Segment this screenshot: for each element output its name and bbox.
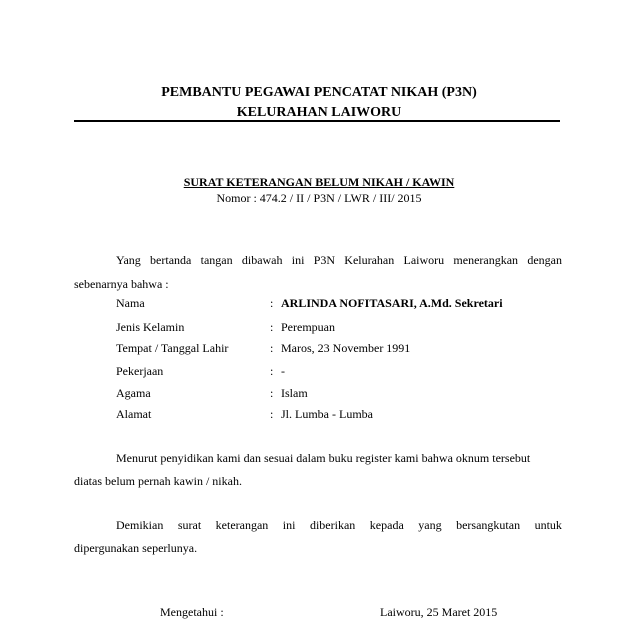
field-value: - <box>281 364 285 378</box>
intro-line-2: sebenarnya bahwa : <box>74 277 169 291</box>
closing-line-2: dipergunakan seperlunya. <box>74 541 198 555</box>
intro-word: ini <box>291 253 305 267</box>
field-colon: : <box>270 320 274 334</box>
letter-number: Nomor : 474.2 / II / P3N / LWR / III/ 2015 <box>216 191 422 205</box>
closing-word: Demikian <box>116 518 164 532</box>
intro-word: menerangkan <box>453 253 519 267</box>
closing-word: yang <box>418 518 442 532</box>
letter-title: SURAT KETERANGAN BELUM NIKAH / KAWIN <box>183 175 455 189</box>
field-label: Jenis Kelamin <box>116 320 185 334</box>
field-label: Alamat <box>116 407 152 421</box>
field-label: Nama <box>116 296 145 310</box>
field-value: Perempuan <box>281 320 335 334</box>
intro-word: Kelurahan <box>344 253 395 267</box>
intro-word: Laiworu <box>403 253 445 267</box>
field-value: Islam <box>281 386 308 400</box>
field-colon: : <box>270 296 274 310</box>
field-label: Tempat / Tanggal Lahir <box>116 341 229 355</box>
field-colon: : <box>270 364 274 378</box>
intro-word: dengan <box>527 253 562 267</box>
field-colon: : <box>270 407 274 421</box>
field-label: Pekerjaan <box>116 364 164 378</box>
field-label: Agama <box>116 386 151 400</box>
closing-word: ini <box>282 518 296 532</box>
header-office-title: PEMBANTU PEGAWAI PENCATAT NIKAH (P3N) <box>161 85 477 100</box>
header-kelurahan: KELURAHAN LAIWORU <box>236 105 402 120</box>
closing-line-1 <box>116 518 562 533</box>
field-value: Maros, 23 November 1991 <box>281 341 411 355</box>
intro-word: tangan <box>200 253 233 267</box>
closing-word: surat <box>177 518 202 532</box>
intro-word: dibawah <box>241 253 283 267</box>
intro-word: bertanda <box>150 253 192 267</box>
field-value: Jl. Lumba - Lumba <box>281 407 373 421</box>
signature-place-date: Laiworu, 25 Maret 2015 <box>380 605 498 619</box>
closing-word: untuk <box>534 518 562 532</box>
closing-word: keterangan <box>215 518 269 532</box>
intro-word: P3N <box>313 253 336 267</box>
closing-word: kepada <box>369 518 404 532</box>
field-colon: : <box>270 386 274 400</box>
field-value: ARLINDA NOFITASARI, A.Md. Sekretari <box>281 296 503 310</box>
closing-word: bersangkutan <box>456 518 521 532</box>
field-colon: : <box>270 341 274 355</box>
closing-word: diberikan <box>309 518 356 532</box>
statement-line-2: diatas belum pernah kawin / nikah. <box>74 474 242 488</box>
statement-line-1: Menurut penyidikan kami dan sesuai dalam buku register kami bahwa oknum tersebut <box>116 451 531 465</box>
signature-acknowledged: Mengetahui : <box>160 605 224 619</box>
header-divider <box>74 120 560 122</box>
intro-word: Yang <box>116 253 141 267</box>
intro-line-1 <box>116 253 562 268</box>
